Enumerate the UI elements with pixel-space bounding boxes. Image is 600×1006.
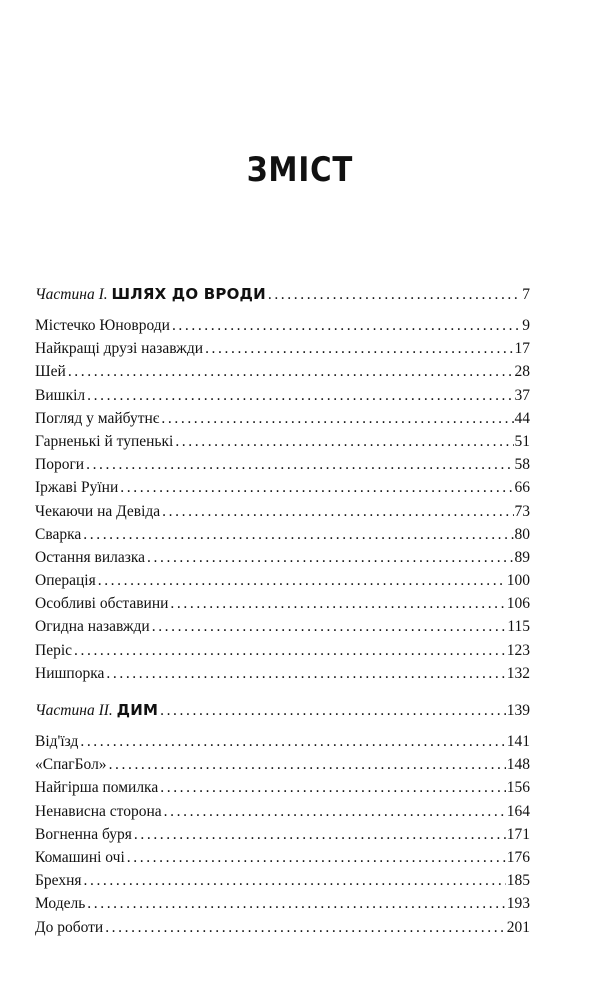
chapter-title: Ненависна сторона: [35, 802, 162, 820]
toc-entry: [35, 523, 530, 546]
dot-leader: [127, 846, 506, 869]
chapter-title: Модель: [35, 895, 86, 913]
chapter-page-number: 164: [506, 802, 530, 820]
chapter-page-number: 148: [506, 756, 530, 774]
toc-entry: [35, 337, 530, 360]
chapter-title: Містечко Юновроди: [35, 317, 170, 334]
chapter-page-number: 171: [506, 825, 530, 843]
toc-entry: [35, 776, 530, 799]
chapter-title: Найкращі друзі назавжди: [35, 340, 204, 358]
dot-leader: [80, 730, 505, 753]
dot-leader: [68, 360, 514, 383]
chapter-page-number: 100: [506, 572, 530, 590]
chapter-title: «СпагБол»: [35, 756, 107, 774]
chapter-title: Погляд у майбутнє: [35, 409, 160, 427]
dot-leader: [147, 546, 513, 569]
chapter-page-number: 106: [506, 595, 530, 613]
chapter-title: Остання вилазка: [35, 548, 146, 566]
chapter-title: Операція: [35, 572, 96, 590]
dot-leader: [105, 916, 506, 939]
chapter-page-number: 28: [514, 363, 530, 381]
chapter-page-number: 141: [506, 733, 530, 750]
toc-entry: [35, 592, 530, 615]
toc-entry: [35, 476, 530, 499]
toc-part-2: [35, 696, 530, 939]
chapter-page-number: 44: [514, 409, 530, 427]
toc-entry: [35, 753, 530, 776]
dot-leader: [205, 337, 513, 360]
dot-leader: [109, 753, 506, 776]
chapter-page-number: 80: [514, 525, 530, 543]
chapter-title: Від'їзд: [35, 733, 79, 750]
chapter-page-number: 89: [514, 548, 530, 566]
part-page-number: 7: [522, 286, 530, 303]
chapter-page-number: 156: [506, 779, 530, 797]
part-page-number: 139: [506, 702, 530, 719]
chapter-title: Вишкіл: [35, 386, 86, 404]
toc-entry: [35, 360, 530, 383]
dot-leader: [106, 662, 505, 685]
chapter-page-number: 123: [506, 641, 530, 659]
toc-entry: [35, 639, 530, 662]
chapter-title: До роботи: [35, 918, 104, 936]
chapter-page-number: 66: [514, 479, 530, 497]
dot-leader: [84, 869, 506, 892]
chapter-page-number: 58: [514, 456, 530, 474]
dot-leader: [74, 639, 506, 662]
dot-leader: [87, 384, 513, 407]
toc-entry: [35, 730, 530, 753]
part-title: ДИМ: [116, 701, 159, 719]
chapter-title: Найгірша помилка: [35, 779, 159, 797]
chapter-page-number: 17: [514, 340, 530, 358]
chapter-title: Сварка: [35, 525, 82, 543]
dot-leader: [172, 314, 521, 337]
toc-entry: [35, 500, 530, 523]
dot-leader: [83, 523, 513, 546]
chapter-page-number: 132: [506, 664, 530, 682]
dot-leader: [268, 281, 521, 309]
chapter-title: Комашині очі: [35, 848, 125, 866]
chapter-page-number: 201: [506, 918, 530, 936]
toc-entry: [35, 823, 530, 846]
part-heading: [35, 696, 530, 724]
dot-leader: [120, 476, 513, 499]
chapter-title: Огидна назавжди: [35, 618, 150, 636]
chapter-page-number: 73: [514, 502, 530, 520]
toc-entry: [35, 869, 530, 892]
page-title: ЗМІСТ: [246, 150, 354, 190]
toc-entry: [35, 800, 530, 823]
chapter-title: Шей: [35, 363, 66, 381]
chapter-title: Іржаві Руїни: [35, 479, 119, 497]
toc-entry: [35, 846, 530, 869]
toc-entry: [35, 453, 530, 476]
chapter-title: Пороги: [35, 456, 85, 474]
toc-entry: [35, 916, 530, 939]
dot-leader: [162, 500, 513, 523]
chapter-title: Нишпорка: [35, 664, 105, 682]
toc-entry: [35, 546, 530, 569]
dot-leader: [175, 430, 513, 453]
chapter-title: Особливі обставини: [35, 595, 169, 613]
part-label: Частина II.: [35, 702, 113, 719]
chapter-page-number: 176: [506, 848, 530, 866]
dot-leader: [134, 823, 506, 846]
toc-entry: [35, 569, 530, 592]
toc-entry: [35, 662, 530, 685]
chapter-page-number: 193: [506, 895, 530, 913]
chapter-title: Вогненна буря: [35, 825, 132, 843]
toc-entry: [35, 615, 530, 638]
chapter-page-number: 9: [522, 317, 530, 334]
dot-leader: [86, 453, 513, 476]
chapter-page-number: 185: [506, 872, 530, 890]
toc-entry: [35, 407, 530, 430]
dot-leader: [170, 592, 505, 615]
dot-leader: [161, 407, 513, 430]
chapter-title: Чекаючи на Девіда: [35, 502, 161, 520]
toc-entry: [35, 384, 530, 407]
dot-leader: [152, 615, 507, 638]
toc-entry: [35, 314, 530, 337]
chapter-title: Брехня: [35, 872, 82, 890]
toc-entry: [35, 892, 530, 915]
chapter-page-number: 115: [507, 618, 530, 636]
dot-leader: [87, 892, 505, 915]
toc-part-1: [35, 280, 530, 685]
chapter-title: Періс: [35, 641, 73, 659]
part-title: ШЛЯХ ДО ВРОДИ: [111, 285, 266, 303]
chapter-page-number: 51: [514, 432, 530, 450]
dot-leader: [164, 800, 506, 823]
toc-entry: [35, 430, 530, 453]
dot-leader: [160, 776, 506, 799]
dot-leader: [98, 569, 506, 592]
dot-leader: [160, 697, 506, 725]
chapter-page-number: 37: [514, 386, 530, 404]
chapter-title: Гарненькі й тупенькі: [35, 432, 174, 450]
part-label: Частина I.: [35, 286, 108, 303]
part-heading: [35, 280, 530, 308]
